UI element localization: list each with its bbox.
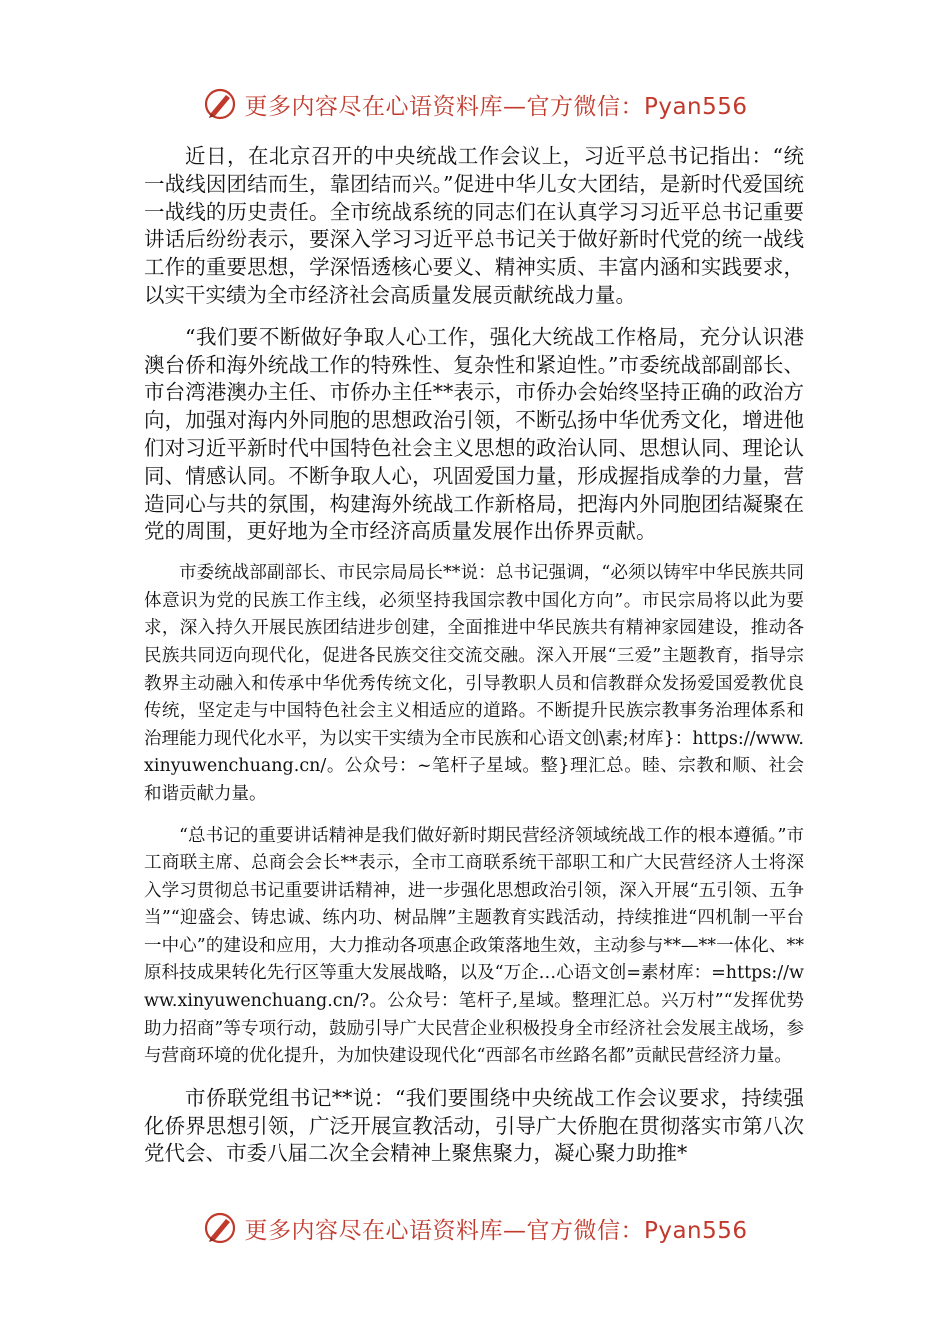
paragraph-private-economy: “总书记的重要讲话精神是我们做好新时期民营经济领域统战工作的根本遵循。”市工商联主席、总商会会长**表示，全市工商联系统干部职工和广大民营经济人士将深入学习贯彻总书记重要讲话精神，进一步强化思想政治引领，深入开展“五引领、五争当”“迎盛会、铸忠诚、练内功、树品牌”主题教育实践活动，持续推进“四机制一平台一中心”的建设和应用，大力推动各项惠企政策落地生效，主动参与**—**一体化、**原科技成果转化先行区等重大发展战略，以及“万企…心语文创=素材库：=https://www.xinyuwenchuang.cn/?。公众号：笔杆子,星域。整理汇总。兴万村”“发挥优势助力招商”等专项行动，鼓励引导广大民营企业积极投身全市经济社会发展主战场，参与营商环境的优化提升，为加快建设现代化“西部名市丝路名都”贡献民营经济力量。 [144,825,804,1067]
paragraph-overseas: “我们要不断做好争取人心工作，强化大统战工作格局，充分认识港澳台侨和海外统战工作的特殊性、复杂性和紧迫性。”市委统战部副部长、市台湾港澳办主任、市侨办主任**表示，市侨办会始终坚持正确的政治方向，加强对海内外同胞的思想政治引领，不断弘扬中华优秀文化，增进他们对习近平新时代中国特色社会主义思想的政治认同、思想认同、理论认同、情感认同。不断争取人心，巩固爱国力量，形成握指成拳的力量，营造同心与共的氛围，构建海外统战工作新格局，把海内外同胞团结凝聚在党的周围，更好地为全市经济高质量发展作出侨界贡献。 [144,324,804,544]
pen-logo-icon [202,1210,238,1246]
footer-banner [0,1208,950,1248]
paragraph-intro: 近日，在北京召开的中央统战工作会议上，习近平总书记指出：“统一战线因团结而生，靠团结而兴。”促进中华儿女大团结，是新时代爱国统一战线的历史责任。全市统战系统的同志们在认真学习习近平总书记重要讲话后纷纷表示，要深入学习习近平总书记关于做好新时代党的统一战线工作的重要思想，学深悟透核心要义、精神实质、丰富内涵和实践要求，以实干实绩为全市经济社会高质量发展贡献统战力量。 [144,144,804,307]
header-banner [0,84,950,124]
pen-logo-icon [202,86,238,122]
article-body [144,143,804,1168]
paragraph-federation: 市侨联党组书记**说：“我们要围绕中央统战工作会议要求，持续强化侨界思想引领，广泛开展宣教活动，引导广大侨胞在贯彻落实市第八次党代会、市委八届二次全会精神上聚焦聚力，凝心聚力助推* [144,1085,804,1166]
paragraph-ethnic-religious: 市委统战部副部长、市民宗局局长**说：总书记强调，“必须以铸牢中华民族共同体意识为党的民族工作主线，必须坚持我国宗教中国化方向”。市民宗局将以此为要求，深入持久开展民族团结进步创建，全面推进中华民族共有精神家园建设，推动各民族共同迈向现代化，促进各民族交往交流交融。深入开展“三爱”主题教育，指导宗教界主动融入和传承中华优秀传统文化，引导教职人员和信教群众发扬爱国爱教优良传统，坚定走与中国特色社会主义相适应的道路。不断提升民族宗教事务治理体系和治理能力现代化水平，为以实干实绩为全市民族和心语文创\素;材库}：https://www.xinyuwenchuang.cn/。公众号：~笔杆子星域。整}理汇总。睦、宗教和顺、社会和谐贡献力量。 [144,563,804,804]
banner-text: 更多内容尽在心语资料库—官方微信：Pyan556 [244,93,748,120]
banner-text: 更多内容尽在心语资料库—官方微信：Pyan556 [244,1217,748,1244]
